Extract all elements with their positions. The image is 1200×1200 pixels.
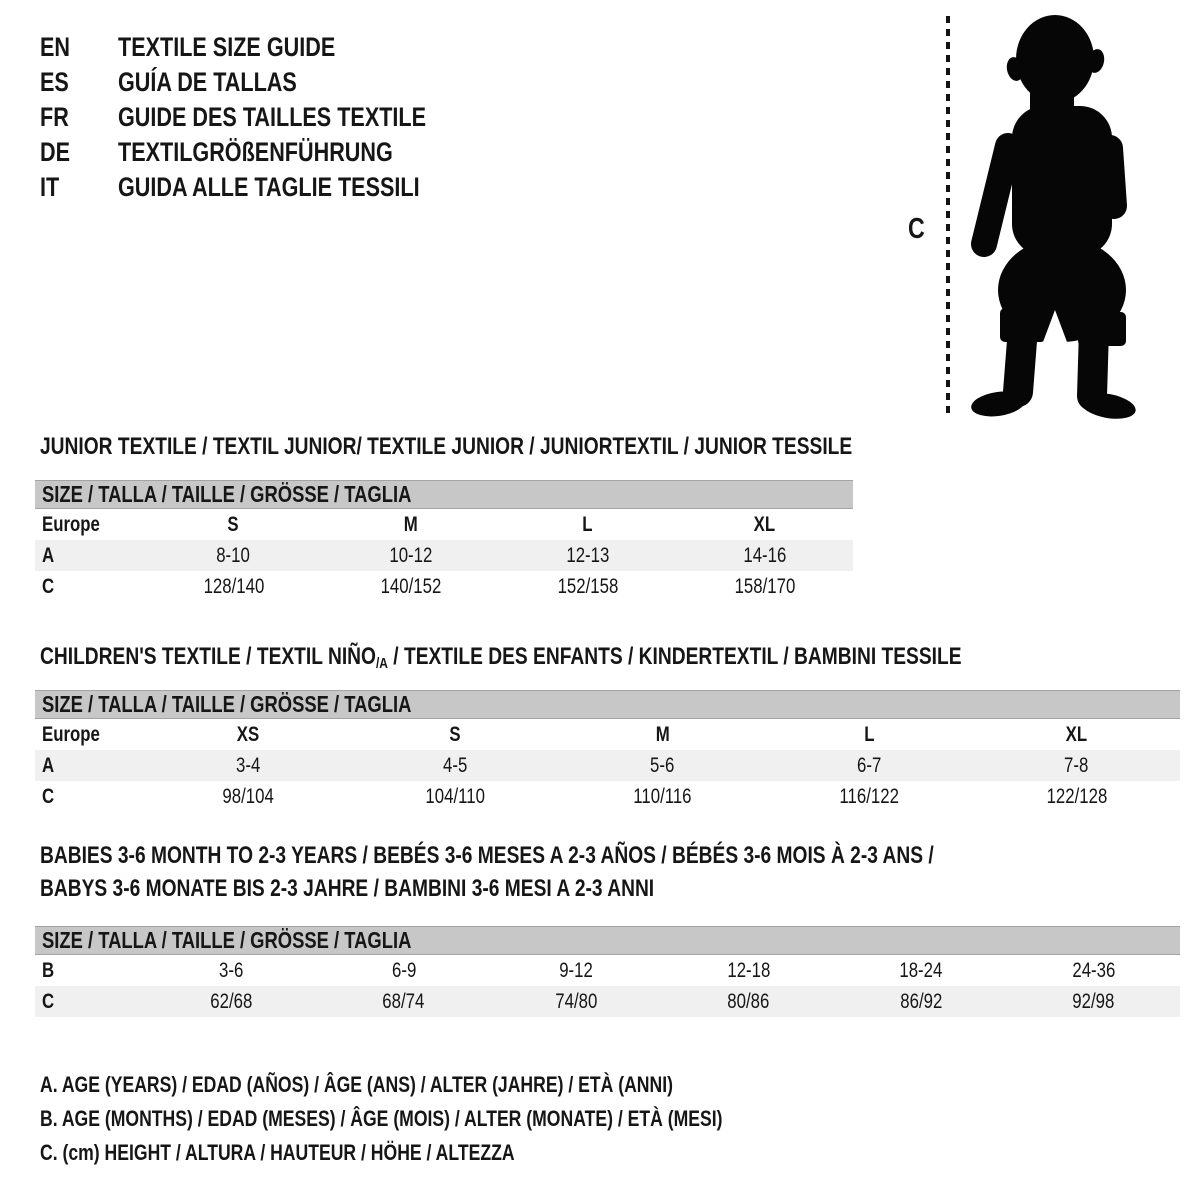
- cell-value: 92/98: [1072, 989, 1115, 1013]
- cell-value: L: [582, 512, 593, 536]
- cell-value: 18-24: [899, 958, 943, 982]
- cell-value: 9-12: [559, 958, 594, 982]
- cell-value: 6-9: [391, 958, 416, 982]
- table-row: [35, 540, 853, 571]
- cell-value: 4-5: [443, 753, 468, 777]
- guide-title: GUIDE DES TAILLES TEXTILE: [118, 102, 427, 132]
- cell-value: 104/110: [425, 784, 486, 808]
- cell-value: XL: [753, 512, 776, 536]
- table-row: [35, 571, 853, 602]
- row-label: C: [42, 989, 55, 1013]
- legend-text: C. (cm) HEIGHT / ALTURA / HAUTEUR / HÖHE / ALTEZZA: [40, 1140, 515, 1165]
- language-code: ES: [40, 67, 69, 97]
- babies-size-table: [35, 926, 1180, 1017]
- language-code: EN: [40, 32, 71, 62]
- language-row: [40, 65, 503, 100]
- language-code: IT: [40, 172, 60, 202]
- language-row: [40, 170, 503, 205]
- cell-value: L: [864, 722, 875, 746]
- row-label: Europe: [42, 512, 100, 536]
- language-code: DE: [40, 137, 71, 167]
- cell-value: 10-12: [389, 543, 432, 567]
- row-label: Europe: [42, 722, 100, 746]
- language-row: [40, 135, 503, 170]
- cell-value: S: [227, 512, 240, 536]
- junior-size-table: [35, 480, 853, 602]
- size-header-bar: [35, 926, 1180, 955]
- size-header-text: SIZE / TALLA / TAILLE / GRÖSSE / TAGLIA: [42, 691, 412, 717]
- section-title-text: JUNIOR TEXTILE / TEXTIL JUNIOR/ TEXTILE JUNIOR / JUNIORTEXTIL / JUNIOR TESSILE: [40, 433, 853, 460]
- row-label: A: [42, 753, 55, 777]
- cell-value: 116/122: [839, 784, 900, 808]
- cell-value: 110/116: [633, 784, 692, 808]
- children-size-table: [35, 690, 1180, 812]
- cell-value: 122/128: [1046, 784, 1107, 808]
- table-row: [35, 986, 1180, 1017]
- table-rows: [35, 509, 853, 602]
- cell-value: 158/170: [734, 574, 795, 598]
- row-label: C: [42, 784, 55, 808]
- legend-text: B. AGE (MONTHS) / EDAD (MESES) / ÂGE (MOIS) / ALTER (MONATE) / ETÀ (MESI): [40, 1106, 723, 1131]
- cell-value: 74/80: [555, 989, 598, 1013]
- section-title-text: BABYS 3-6 MONATE BIS 2-3 JAHRE / BAMBINI 3-6 MESI A 2-3 ANNI: [40, 875, 655, 902]
- table-row: [35, 955, 1180, 986]
- measure-legend: [40, 1068, 893, 1170]
- cell-value: 80/86: [727, 989, 770, 1013]
- table-row: [35, 750, 1180, 781]
- cell-value: 152/158: [557, 574, 618, 598]
- table-row: [35, 509, 853, 540]
- cell-value: M: [655, 722, 670, 746]
- cell-value: 12-18: [727, 958, 771, 982]
- cell-value: 3-4: [236, 753, 261, 777]
- table-row: [35, 781, 1180, 812]
- row-label: C: [42, 574, 55, 598]
- size-header-text: SIZE / TALLA / TAILLE / GRÖSSE / TAGLIA: [42, 481, 412, 507]
- table-rows: [35, 955, 1180, 1017]
- table-rows: [35, 719, 1180, 812]
- section-title-junior: [40, 430, 1055, 463]
- legend-text: A. AGE (YEARS) / EDAD (AÑOS) / ÂGE (ANS) / ALTER (JAHRE) / ETÀ (ANNI): [40, 1072, 673, 1097]
- section-title-children: [40, 640, 1192, 676]
- row-label: A: [42, 543, 55, 567]
- legend-row: [40, 1068, 893, 1102]
- cell-value: 14-16: [743, 543, 786, 567]
- language-title-block: [40, 30, 503, 205]
- cell-value: 3-6: [219, 958, 244, 982]
- section-title-text: CHILDREN'S TEXTILE / TEXTIL NIÑO/A / TEXTILE DES ENFANTS / KINDERTEXTIL / BAMBINI TESSILE: [40, 643, 962, 672]
- cell-value: 6-7: [857, 753, 882, 777]
- cell-value: 128/140: [203, 574, 264, 598]
- cell-value: 98/104: [222, 784, 275, 808]
- size-header-bar: [35, 480, 853, 509]
- height-measure-label: C: [908, 213, 925, 245]
- legend-row: [40, 1102, 893, 1136]
- guide-title: GUÍA DE TALLAS: [118, 67, 297, 97]
- guide-title: TEXTILE SIZE GUIDE: [118, 32, 336, 62]
- cell-value: 7-8: [1064, 753, 1089, 777]
- guide-title: GUIDA ALLE TAGLIE TESSILI: [118, 172, 420, 202]
- toddler-silhouette-icon: [960, 8, 1138, 420]
- section-title-babies: [40, 839, 1157, 905]
- row-label: B: [42, 958, 55, 982]
- size-header-bar: [35, 690, 1180, 719]
- cell-value: 5-6: [650, 753, 675, 777]
- guide-title: TEXTILGRÖßENFÜHRUNG: [118, 137, 393, 167]
- cell-value: 12-13: [566, 543, 609, 567]
- size-header-text: SIZE / TALLA / TAILLE / GRÖSSE / TAGLIA: [42, 927, 412, 953]
- cell-value: 68/74: [382, 989, 425, 1013]
- cell-value: 62/68: [210, 989, 253, 1013]
- language-row: [40, 30, 503, 65]
- cell-value: M: [403, 512, 418, 536]
- cell-value: 140/152: [380, 574, 441, 598]
- legend-row: [40, 1136, 893, 1170]
- cell-value: 86/92: [900, 989, 943, 1013]
- language-code: FR: [40, 102, 69, 132]
- cell-value: XL: [1065, 722, 1088, 746]
- height-measure-dashed-line: [946, 16, 950, 414]
- cell-value: 24-36: [1072, 958, 1116, 982]
- cell-value: S: [449, 722, 462, 746]
- cell-value: XS: [237, 722, 260, 746]
- cell-value: 8-10: [216, 543, 251, 567]
- table-row: [35, 719, 1180, 750]
- language-row: [40, 100, 503, 135]
- section-title-text: BABIES 3-6 MONTH TO 2-3 YEARS / BEBÉS 3-6 MESES A 2-3 AÑOS / BÉBÉS 3-6 MOIS À 2-3 ANS /: [40, 842, 934, 869]
